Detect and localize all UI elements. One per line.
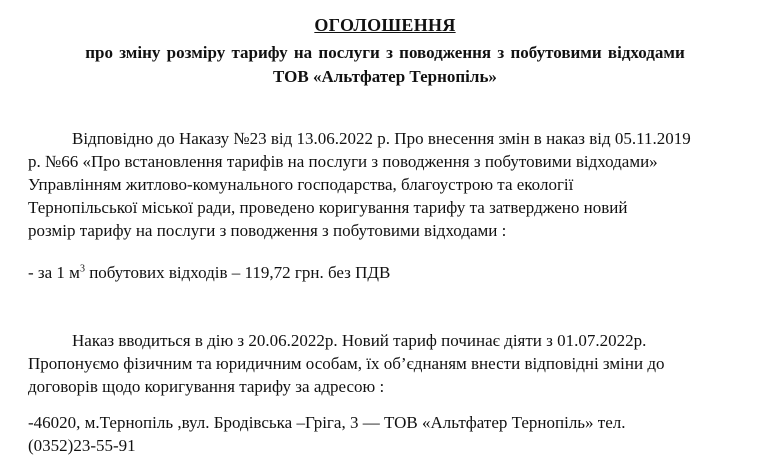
paragraph1-line4: Тернопільської міської ради, проведено коригування тарифу та затверджено новий: [28, 198, 628, 217]
address-line2: (0352)23-55-91: [28, 436, 136, 455]
company-name: ТОВ «Альтфатер Тернопіль»: [273, 67, 497, 86]
paragraph1-line1: Відповідно до Наказу №23 від 13.06.2022 р. Про внесення змін в наказ від 05.11.2019: [72, 129, 691, 148]
paragraph2-line2: Пропонуємо фізичним та юридичним особам, їх об’єднаням внести відповідні зміни до: [28, 354, 665, 373]
tariff-line: [28, 262, 390, 284]
announcement-title: ОГОЛОШЕННЯ: [314, 15, 456, 35]
tariff-exponent: 3: [79, 263, 85, 275]
tariff-value: побутових відходів – 119,72 грн. без ПДВ: [84, 263, 391, 282]
paragraph1-line2: р. №66 «Про встановлення тарифів на послуги з поводження з побутовими відходами»: [28, 152, 658, 171]
paragraph1-line3: Управлінням житлово-комунального господарства, благоустрою та екології: [28, 175, 574, 194]
announcement-subtitle: про зміну розміру тарифу на послуги з поводження з побутовими відходами: [85, 43, 685, 62]
paragraph1-line5: розмір тарифу на послуги з поводження з побутовими відходами :: [28, 221, 507, 240]
paragraph2-line3: договорів щодо коригування тарифу за адресою :: [28, 377, 385, 396]
address-line1: -46020, м.Тернопіль ,вул. Бродівська –Гріга, 3 — ТОВ «Альтфатер Тернопіль» тел.: [28, 413, 626, 432]
paragraph2-line1: Наказ вводиться в дію з 20.06.2022р. Новий тариф починає діяти з 01.07.2022р.: [72, 331, 647, 350]
tariff-prefix: - за 1 м: [28, 263, 80, 282]
